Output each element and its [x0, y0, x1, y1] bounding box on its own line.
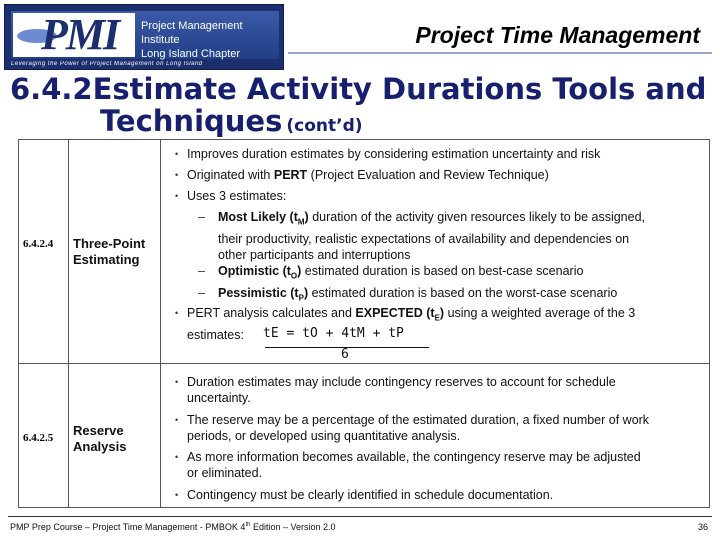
- row-number-cell: [19, 140, 69, 363]
- bullet-icon: •: [175, 191, 179, 201]
- slide-header-title: Project Time Management: [415, 22, 700, 48]
- pert-formula-numerator: tE = tO + 4tM + tP: [263, 326, 404, 341]
- logo-org-name: Project Management Institute: [141, 20, 243, 46]
- row-name-cell: [69, 140, 161, 363]
- pmi-logo: [4, 4, 284, 70]
- bullet-item: • Improves duration estimates by considering estimation uncertainty and risk: [175, 147, 601, 161]
- bullet-item: • The reserve may be a percentage of the estimated duration, a fixed number of work periods, or developed using quantitative analysis.: [175, 413, 650, 443]
- bullet-item-pert-analysis: • PERT analysis calculates and EXPECTED $(t_E)$ using a weighted average of the 3 estimates:: [175, 306, 636, 342]
- sub-bullet-pessimistic: – Pessimistic $(t_P)$ estimated duration is based on the worst-case scenario: [198, 286, 618, 303]
- bullet-item: • Originated with PERT (Project Evaluation and Review Technique): [175, 168, 549, 182]
- header-divider: [288, 52, 712, 54]
- bullet-item: • Duration estimates may include contingency reserves to account for schedule uncertainty.: [175, 375, 616, 405]
- section-number: 6.4.2.5: [23, 432, 54, 444]
- sub-bullet-most-likely: – Most Likely $(t_M)$ duration of the activity given resources likely to be assigned, their productivity, realistic expectations of availability and dependencies on other participants and interruptions: [198, 210, 646, 262]
- pert-formula-denominator: 6: [341, 347, 349, 362]
- logo-text: [141, 19, 279, 61]
- footer-text: PMP Prep Course – Project Time Management - PMBOK 4th Edition – Version 2.0: [10, 522, 336, 532]
- bullet-icon: •: [175, 377, 179, 387]
- slide-title-line1: 6.4.2Estimate Activity Durations Tools and: [10, 72, 707, 106]
- row-number-cell: [19, 364, 69, 507]
- dash-icon: –: [198, 264, 205, 278]
- slide-title-word: Techniques: [100, 104, 283, 138]
- pmi-logo-mark: PMI: [13, 13, 135, 57]
- logo-tagline: Leveraging the Power of Project Management on Long Island: [11, 61, 203, 67]
- row-description-cell: [161, 364, 709, 507]
- bullet-icon: •: [175, 415, 179, 425]
- bullet-item: • As more information becomes available, the contingency reserve may be adjusted or eliminated.: [175, 450, 641, 480]
- technique-name: Reserve Analysis: [73, 423, 127, 454]
- row-description-cell: [161, 140, 709, 363]
- table-row-three-point: [19, 140, 709, 364]
- logo-banner: [11, 11, 279, 59]
- bullet-icon: •: [175, 170, 179, 180]
- bullet-icon: •: [175, 308, 179, 318]
- slide-title-suffix: (cont’d): [286, 116, 363, 136]
- table-row-reserve-analysis: [19, 364, 709, 507]
- bullet-icon: •: [175, 149, 179, 159]
- bullet-icon: •: [175, 490, 179, 500]
- logo-chapter-name: Long Island Chapter: [141, 48, 241, 60]
- sub-bullet-optimistic: – Optimistic $(t_O)$ estimated duration is based on best-case scenario: [198, 264, 584, 281]
- dash-icon: –: [198, 210, 205, 224]
- page-number: 36: [697, 522, 708, 532]
- tools-table: [18, 139, 710, 508]
- footer-divider: [8, 516, 712, 517]
- bullet-icon: •: [175, 452, 179, 462]
- dash-icon: –: [198, 286, 205, 300]
- row-name-cell: [69, 364, 161, 507]
- bullet-item: • Contingency must be clearly identified in schedule documentation.: [175, 488, 554, 502]
- slide-title-line2: [100, 104, 363, 138]
- section-number: 6.4.2.4: [23, 238, 54, 250]
- technique-name: Three-Point Estimating: [73, 236, 146, 267]
- bullet-item: • Uses 3 estimates:: [175, 189, 287, 203]
